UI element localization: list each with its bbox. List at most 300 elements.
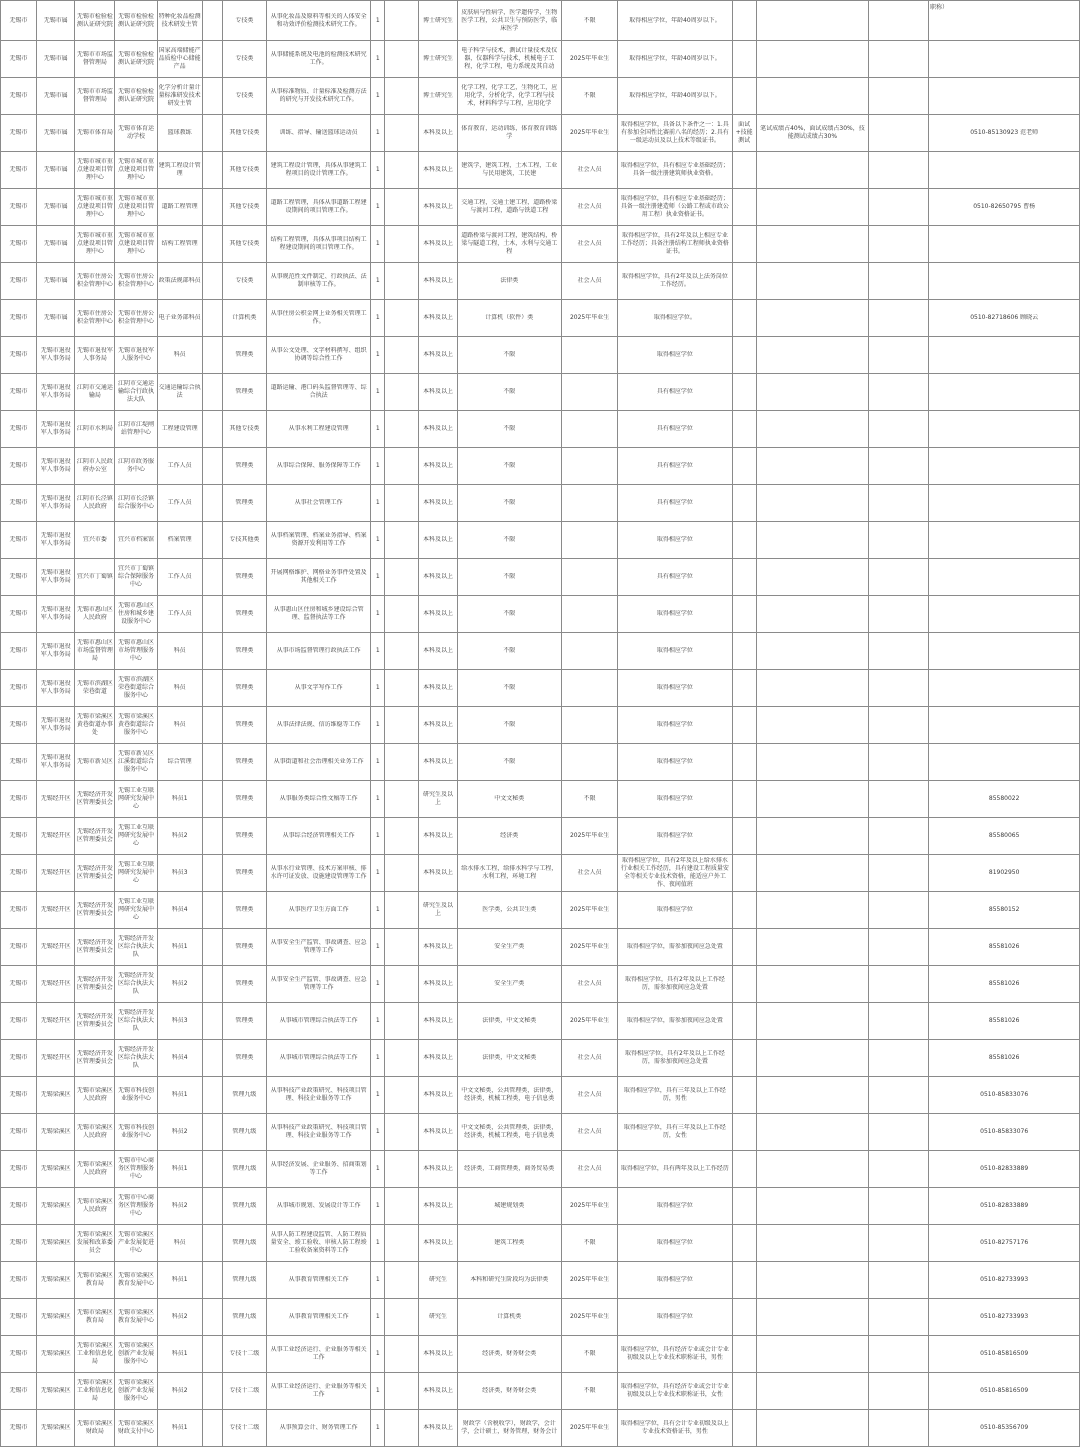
table-cell (115, 670, 157, 707)
table-cell (732, 929, 756, 966)
cell-text: 2025年毕业生 (569, 1424, 610, 1431)
table-cell (371, 1, 385, 41)
table-cell (457, 115, 561, 152)
table-cell (929, 1114, 1080, 1151)
cell-text: 无锡市检验检测认证研究院 (117, 88, 154, 103)
cell-text: 宜兴市丁蜀镇 (76, 573, 113, 580)
table-cell (385, 670, 419, 707)
table-cell (1, 115, 37, 152)
table-cell (756, 633, 868, 670)
table-cell (756, 855, 868, 892)
table-cell (371, 1410, 385, 1447)
cell-text: 无锡市 (9, 1017, 28, 1024)
cell-text: 本科及以上 (423, 166, 454, 173)
cell-text: 无锡工业互联网研究发展中心 (117, 898, 154, 921)
cell-text: 科员 (173, 351, 186, 358)
cell-text: 档案管理 (167, 536, 192, 543)
cell-text: 管理九级 (232, 1313, 257, 1320)
table-cell (266, 1262, 370, 1299)
cell-text: 工作人员 (167, 499, 192, 506)
table-cell (157, 300, 202, 337)
cell-text: 1 (375, 425, 380, 432)
cell-text: 不限 (503, 573, 516, 580)
table-cell (732, 744, 756, 781)
table-cell (419, 263, 457, 300)
cell-text: 给水排水工程，给排水科学与工程，水利工程，环境工程 (461, 865, 558, 880)
table-cell (371, 152, 385, 189)
table-cell (732, 818, 756, 855)
table-cell (929, 744, 1080, 781)
spacer-cell (202, 744, 222, 781)
table-cell (157, 1188, 202, 1225)
table-cell (562, 1077, 618, 1114)
table-cell (115, 41, 157, 78)
table-cell (1, 1151, 37, 1188)
table-cell (869, 670, 929, 707)
table-cell (618, 1151, 732, 1188)
table-cell (618, 1114, 732, 1151)
table-cell (1, 226, 37, 263)
table-cell (732, 966, 756, 1003)
cell-text: 1 (375, 1128, 380, 1135)
cell-text: 本科及以上 (423, 388, 454, 395)
table-cell (457, 1188, 561, 1225)
cell-text: 无锡市属 (43, 166, 68, 173)
table-cell (371, 1114, 385, 1151)
cell-text: 无锡市 (9, 832, 28, 839)
table-cell (385, 1410, 419, 1447)
table-cell (385, 189, 419, 226)
cell-text: 无锡市惠山区市场管理服务中心 (117, 639, 154, 662)
table-cell (157, 1, 202, 41)
table-cell (115, 411, 157, 448)
table-cell (869, 1373, 929, 1410)
table-cell (222, 1003, 266, 1040)
table-cell (618, 189, 732, 226)
table-cell (157, 41, 202, 78)
table-cell (756, 781, 868, 818)
table-cell (222, 1151, 266, 1188)
table-cell (115, 522, 157, 559)
table-cell (1, 966, 37, 1003)
cell-text: 中文文秘类 (494, 795, 525, 802)
cell-text: 无锡市 (9, 1424, 28, 1431)
cell-text: 管理类 (235, 351, 254, 358)
table-cell (222, 929, 266, 966)
table-cell (37, 448, 75, 485)
table-cell (756, 411, 868, 448)
table-cell (266, 374, 370, 411)
table-cell (457, 1262, 561, 1299)
table-cell (222, 1040, 266, 1077)
table-cell (618, 1225, 732, 1262)
cell-text: 训练、指导、输送篮球运动员 (279, 129, 358, 136)
table-cell (929, 1151, 1080, 1188)
table-cell (618, 929, 732, 966)
cell-text: 社会人员 (577, 1054, 602, 1061)
table-row (1, 781, 1080, 818)
table-cell (115, 1040, 157, 1077)
table-cell (385, 300, 419, 337)
cell-text: 1 (375, 1054, 380, 1061)
cell-text: 工作人员 (167, 610, 192, 617)
cell-text: 1 (375, 869, 380, 876)
table-cell (157, 1077, 202, 1114)
table-cell (157, 781, 202, 818)
table-cell (266, 1336, 370, 1373)
table-cell (75, 855, 115, 892)
cell-text: 1 (375, 1239, 380, 1246)
table-cell (457, 41, 561, 78)
table-cell (371, 522, 385, 559)
cell-text: 江阴市长泾镇人民政府 (76, 495, 113, 510)
table-body (1, 1, 1080, 1447)
table-cell (929, 633, 1080, 670)
cell-text: 取得相应学位 (656, 1276, 693, 1283)
table-cell (419, 670, 457, 707)
cell-text: 从事经济发展、企业服务、招商策划等工作 (270, 1161, 367, 1176)
table-cell (929, 966, 1080, 1003)
table-row (1, 1410, 1080, 1447)
cell-text: 社会人员 (577, 240, 602, 247)
cell-text: 2025年毕业生 (569, 55, 610, 62)
cell-text: 0510-85356709 (980, 1424, 1029, 1431)
table-cell (618, 1188, 732, 1225)
cell-text: 不限 (503, 758, 516, 765)
table-cell (457, 337, 561, 374)
table-cell (75, 411, 115, 448)
cell-text: 具有相应学位 (656, 462, 693, 469)
cell-text: 无锡市退役军人事务局 (76, 347, 113, 362)
table-cell (1, 41, 37, 78)
cell-text: 1 (375, 684, 380, 691)
cell-text: 科员4 (171, 906, 188, 913)
table-cell (1, 300, 37, 337)
spacer-cell (202, 892, 222, 929)
table-cell (1, 411, 37, 448)
table-cell (37, 744, 75, 781)
cell-text: 管理类 (235, 499, 254, 506)
table-cell (75, 1114, 115, 1151)
table-cell (1, 522, 37, 559)
table-cell (618, 522, 732, 559)
table-cell (869, 1151, 929, 1188)
cell-text: 科员1 (171, 1091, 188, 1098)
table-cell (222, 300, 266, 337)
table-cell (562, 522, 618, 559)
table-cell (929, 337, 1080, 374)
cell-text: 本科及以上 (423, 314, 454, 321)
cell-text: 无锡工业互联网研究发展中心 (117, 861, 154, 884)
table-cell (618, 78, 732, 115)
table-cell (869, 152, 929, 189)
cell-text: 经济类，财务财会类 (482, 1387, 537, 1394)
cell-text: 无锡经开区 (40, 906, 71, 913)
table-cell (37, 596, 75, 633)
cell-text: 无锡市梁溪区教育局 (76, 1272, 113, 1287)
table-cell (618, 596, 732, 633)
cell-text: 1 (375, 462, 380, 469)
cell-text: 1 (375, 980, 380, 987)
cell-text: 无锡市 (9, 425, 28, 432)
table-cell (266, 633, 370, 670)
cell-text: 科员2 (171, 832, 188, 839)
cell-text: 85581026 (988, 943, 1020, 950)
cell-text: 1 (375, 647, 380, 654)
cell-text: 无锡市城市重点建设项目管理中心 (76, 195, 113, 218)
cell-text: 无锡经济开发区综合执法大队 (117, 1046, 154, 1069)
table-cell (1, 263, 37, 300)
cell-text: 本科及以上 (423, 684, 454, 691)
cell-text: 社会人员 (577, 166, 602, 173)
cell-text: 管理类 (235, 573, 254, 580)
table-cell (222, 1373, 266, 1410)
table-cell (1, 781, 37, 818)
table-cell (929, 1262, 1080, 1299)
table-cell (266, 522, 370, 559)
table-cell (756, 966, 868, 1003)
table-cell (618, 411, 732, 448)
cell-text: 从事城市规划、发展设计等工作 (276, 1202, 361, 1209)
cell-text: 无锡市科技创业服务中心 (117, 1087, 154, 1102)
table-cell (37, 1188, 75, 1225)
cell-text: 取得相应学位，年龄40周岁以下。 (629, 92, 721, 99)
cell-text: 道路工程管理 (161, 203, 198, 210)
cell-text: 无锡经济开发区管理委员会 (76, 1013, 113, 1028)
table-cell (457, 263, 561, 300)
table-cell (1, 1225, 37, 1262)
table-cell (222, 818, 266, 855)
table-cell (869, 1114, 929, 1151)
table-cell (37, 115, 75, 152)
table-cell (385, 596, 419, 633)
cell-text: 科员2 (171, 1202, 188, 1209)
cell-text: 无锡市城市重点建设项目管理中心 (117, 232, 154, 255)
cell-text: 其他专技类 (229, 129, 260, 136)
table-cell (222, 1410, 266, 1447)
cell-text: 法律类，中文文秘类 (482, 1054, 537, 1061)
spacer-cell (202, 78, 222, 115)
cell-text: 管理九级 (232, 1091, 257, 1098)
table-cell (562, 411, 618, 448)
cell-text: 研究生及以上 (423, 791, 454, 806)
table-cell (371, 1225, 385, 1262)
table-cell (562, 1336, 618, 1373)
cell-text: 江阴市交通运输综合行政执法大队 (117, 380, 154, 403)
cell-text: 无锡市 (9, 573, 28, 580)
cell-text: 宜兴市丁蜀镇综合保障服务中心 (117, 565, 154, 588)
cell-text: 建筑工程设计管理 (158, 162, 201, 177)
table-cell (457, 596, 561, 633)
cell-text: 管理类 (235, 1017, 254, 1024)
table-cell (929, 818, 1080, 855)
table-cell (371, 115, 385, 152)
cell-text: 社会人员 (577, 1128, 602, 1135)
cell-text: 不限 (503, 499, 516, 506)
table-cell (37, 1077, 75, 1114)
table-cell (266, 448, 370, 485)
cell-text: 无锡市中心商务区管理服务中心 (117, 1194, 154, 1217)
table-cell (385, 1188, 419, 1225)
cell-text: 管理类 (235, 943, 254, 950)
table-cell (756, 226, 868, 263)
table-cell (756, 1336, 868, 1373)
table-cell (1, 596, 37, 633)
table-cell (419, 892, 457, 929)
table-cell (157, 411, 202, 448)
cell-text: 从事文字写作工作 (294, 684, 343, 691)
cell-text: 2025年毕业生 (569, 832, 610, 839)
table-cell (371, 189, 385, 226)
cell-text: 从事人防工程建设监管、人防工程质量安全、竣工验收、审核人防工程竣工验收备案资料等工作 (270, 1231, 367, 1254)
cell-text: 无锡市 (9, 1128, 28, 1135)
table-cell (929, 1077, 1080, 1114)
cell-text: 从事惠山区住房和城乡建设综合管理、监督执法等工作 (273, 606, 364, 621)
cell-text: 取得相应学位，具有2年及以上相应专业工作经历；具备注册结构工程师执业资格证书。 (620, 232, 729, 255)
table-cell (732, 189, 756, 226)
cell-text: 无锡梁溪区 (40, 1424, 71, 1431)
table-cell (618, 781, 732, 818)
cell-text: 管理类 (235, 1054, 254, 1061)
cell-text: 电子科学与技术，测试计量技术及仪器，仪器科学与技术，机械电子工程，化学工程，电力系统及其自动 (461, 47, 558, 70)
cell-text: 无锡工业互联网研究发展中心 (117, 824, 154, 847)
table-cell (562, 263, 618, 300)
table-cell (419, 337, 457, 374)
cell-text: 取得相应学位 (656, 1202, 693, 1209)
table-cell (75, 115, 115, 152)
cell-text: 85580065 (988, 832, 1020, 839)
cell-text: 建筑工程设计管理，具体从事建筑工程项目的设计管理工作。 (270, 162, 367, 177)
table-cell (385, 1225, 419, 1262)
table-row (1, 152, 1080, 189)
table-cell (157, 189, 202, 226)
cell-text: 综合管理 (167, 758, 192, 765)
table-cell (37, 41, 75, 78)
table-cell (266, 744, 370, 781)
spacer-cell (202, 263, 222, 300)
cell-text: 本科和研究生阶段均为法律类 (470, 1276, 549, 1283)
table-cell (385, 41, 419, 78)
table-row (1, 41, 1080, 78)
table-cell (75, 1262, 115, 1299)
table-cell (562, 855, 618, 892)
table-cell (869, 818, 929, 855)
cell-text: 无锡市 (9, 684, 28, 691)
cell-text: 1 (375, 129, 380, 136)
table-cell (385, 226, 419, 263)
spacer-cell (202, 300, 222, 337)
table-cell (385, 115, 419, 152)
cell-text: 不限 (503, 462, 516, 469)
table-cell (929, 707, 1080, 744)
table-cell (385, 1336, 419, 1373)
table-cell (732, 1299, 756, 1336)
cell-text: 安全生产类 (494, 980, 525, 987)
spacer-cell (202, 1114, 222, 1151)
table-cell (756, 1151, 868, 1188)
cell-text: 结构工程管理 (161, 240, 198, 247)
table-cell (618, 1299, 732, 1336)
table-cell (732, 1151, 756, 1188)
table-cell (37, 374, 75, 411)
cell-text: 1 (375, 499, 380, 506)
cell-text: 85581026 (988, 1017, 1020, 1024)
table-cell (929, 781, 1080, 818)
cell-text: 从事标准物质、计量标准及检测方法的研究与开发技术研究工作。 (270, 88, 367, 103)
table-cell (869, 189, 929, 226)
table-cell (929, 1003, 1080, 1040)
table-cell (732, 522, 756, 559)
cell-text: 取得相应学位，具有三年及以上工作经历，女性 (623, 1124, 726, 1139)
table-cell (75, 966, 115, 1003)
cell-text: 不限 (503, 610, 516, 617)
cell-text: 从事法律法规、信访维稳等工作 (276, 721, 361, 728)
table-row (1, 337, 1080, 374)
table-cell (618, 1262, 732, 1299)
table-cell (929, 1336, 1080, 1373)
table-cell (222, 189, 266, 226)
cell-text: 1 (375, 16, 380, 24)
cell-text: 取得相应学位，具有会计专业初级及以上专业技术资格证书，男性 (620, 1420, 729, 1435)
table-cell (732, 633, 756, 670)
table-cell (732, 1188, 756, 1225)
table-cell (419, 1003, 457, 1040)
table-cell (371, 744, 385, 781)
cell-text: 从事化妆品及原料等相关的人体安全和功效评价检测技术研究工作。 (270, 12, 367, 28)
table-cell (562, 633, 618, 670)
cell-text: 不限 (583, 795, 596, 802)
cell-text: 从事医疗卫生方面工作 (288, 906, 349, 913)
table-cell (157, 1003, 202, 1040)
cell-text: 0510-82757176 (980, 1239, 1029, 1246)
table-cell (37, 1040, 75, 1077)
cell-text: 无锡市退役军人事务局 (40, 717, 71, 732)
cell-text: 85581026 (988, 980, 1020, 987)
cell-text: 无锡市退役军人事务局 (40, 569, 71, 584)
table-cell (1, 1262, 37, 1299)
cell-text: 1 (375, 610, 380, 617)
table-cell (371, 1040, 385, 1077)
cell-text: 1 (375, 1202, 380, 1209)
cell-text: 博士研究生 (423, 55, 454, 62)
cell-text: 从事安全生产监管、事故调查、应急管理等工作 (270, 939, 367, 954)
table-cell (869, 559, 929, 596)
table-cell (37, 152, 75, 189)
table-cell (457, 1225, 561, 1262)
cell-text: 专技类 (235, 92, 254, 99)
cell-text: 无锡市 (9, 462, 28, 469)
cell-text: 无锡市退役军人事务局 (40, 421, 71, 436)
table-cell (75, 633, 115, 670)
cell-text: 无锡市属 (43, 277, 68, 284)
cell-text: 博士研究生 (423, 92, 454, 99)
table-cell (371, 1151, 385, 1188)
table-row (1, 374, 1080, 411)
table-cell (371, 448, 385, 485)
table-cell (266, 892, 370, 929)
table-cell (732, 1077, 756, 1114)
table-cell (869, 41, 929, 78)
cell-text: 无锡市 (9, 758, 28, 765)
spacer-cell (202, 152, 222, 189)
cell-text: 无锡市 (9, 906, 28, 913)
table-cell (457, 559, 561, 596)
table-cell (419, 818, 457, 855)
table-cell (618, 226, 732, 263)
table-cell (371, 1336, 385, 1373)
table-cell (869, 744, 929, 781)
table-cell (929, 596, 1080, 633)
